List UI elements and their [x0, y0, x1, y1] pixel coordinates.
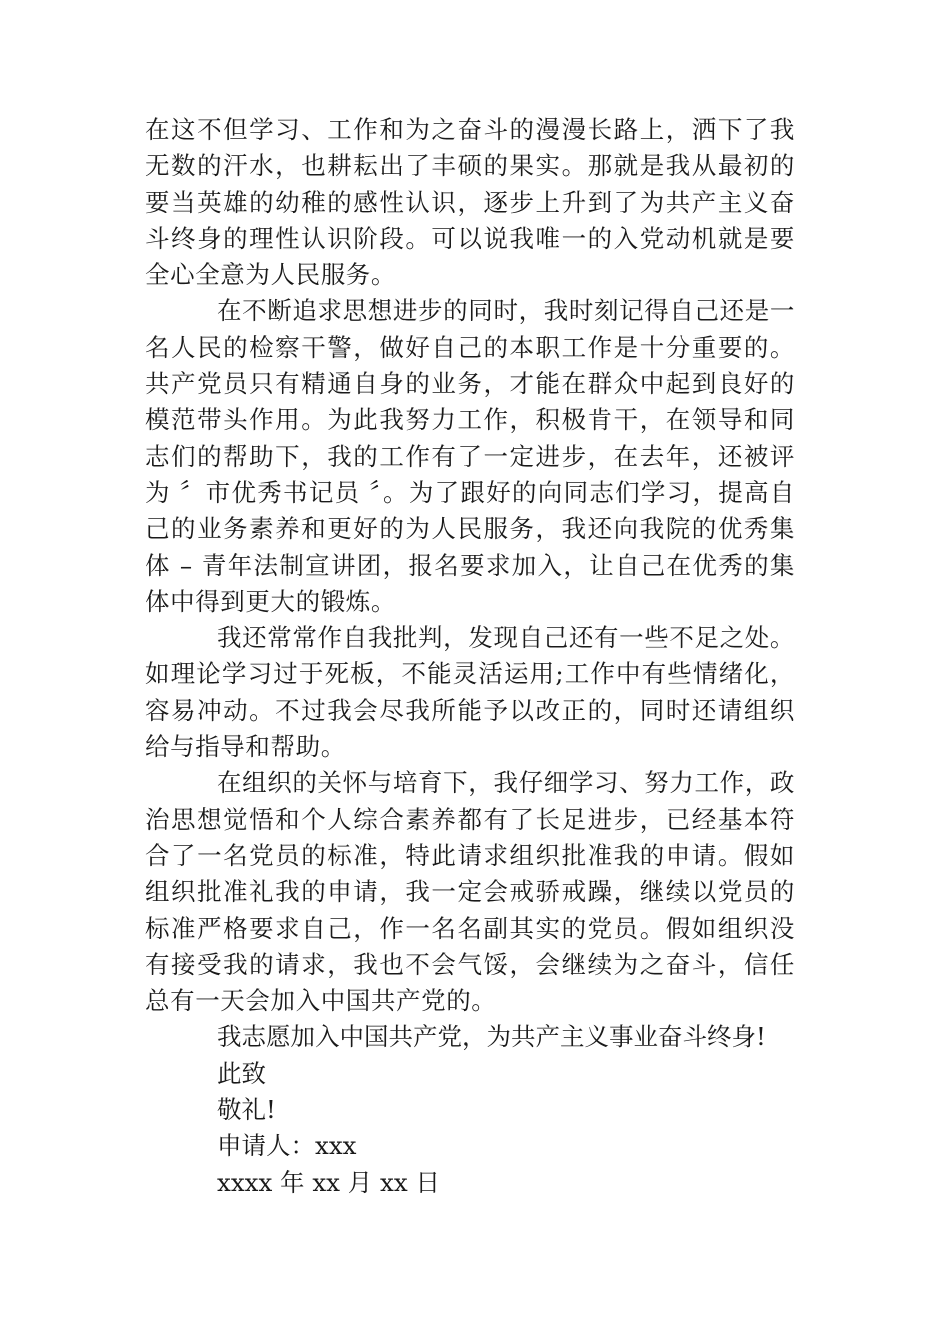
application-date: xxxx 年 xx 月 xx 日: [217, 1167, 440, 1197]
applicant-name: 申请人：xxx: [217, 1131, 357, 1161]
paragraph-self-criticism: 我还常常作自我批判，发现自己还有一些不足之处。如理论学习过于死板，不能灵活运用;工作中有些情绪化，容易冲动。不过我会尽我所能予以改正的，同时还请组织给与指导和帮助。: [145, 623, 795, 762]
closing-pledge: 我志愿加入中国共产党，为共产主义事业奋斗终身!: [217, 1022, 766, 1052]
paragraph-request: 在组织的关怀与培育下，我仔细学习、努力工作，政治思想觉悟和个人综合素养都有了长足进步，已经基本符合了一名党员的标准，特此请求组织批准我的申请。假如组织批准礼我的申请，我一定会戒骄戒躁，继续以党员的标准严格要求自己，作一名名副其实的党员。假如组织没有接受我的请求，我也不会气馁，会继续为之奋斗，信任总有一天会加入中国共产党的。: [145, 768, 795, 1016]
paragraph-work-progress: 在不断追求思想进步的同时，我时刻记得自己还是一名人民的检察干警，做好自己的本职工作是十分重要的。共产党员只有精通自身的业务，才能在群众中起到良好的模范带头作用。为此我努力工作，积极肯干，在领导和同志们的帮助下，我的工作有了一定进步，在去年，还被评为 〞市优秀书记员 〞。为了跟好的向同志们学习，提高自己的业务素养和更好的为人民服务，我还向我院的优秀集体 – 青年法制宣讲团，报名要求加入，让自己在优秀的集体中得到更大的锻炼。: [145, 296, 795, 616]
closing-salutation-jing-li: 敬礼!: [217, 1095, 276, 1125]
letter-body: [145, 112, 795, 1201]
closing-salutation-ci-zhi: 此致: [217, 1058, 266, 1088]
paragraph-motivation: 在这不但学习、工作和为之奋斗的漫漫长路上，洒下了我无数的汗水，也耕耘出了丰硕的果实。那就是我从最初的要当英雄的幼稚的感性认识，逐步上升到了为共产主义奋斗终身的理性认识阶段。可以说我唯一的入党动机就是要全心全意为人民服务。: [145, 115, 795, 290]
